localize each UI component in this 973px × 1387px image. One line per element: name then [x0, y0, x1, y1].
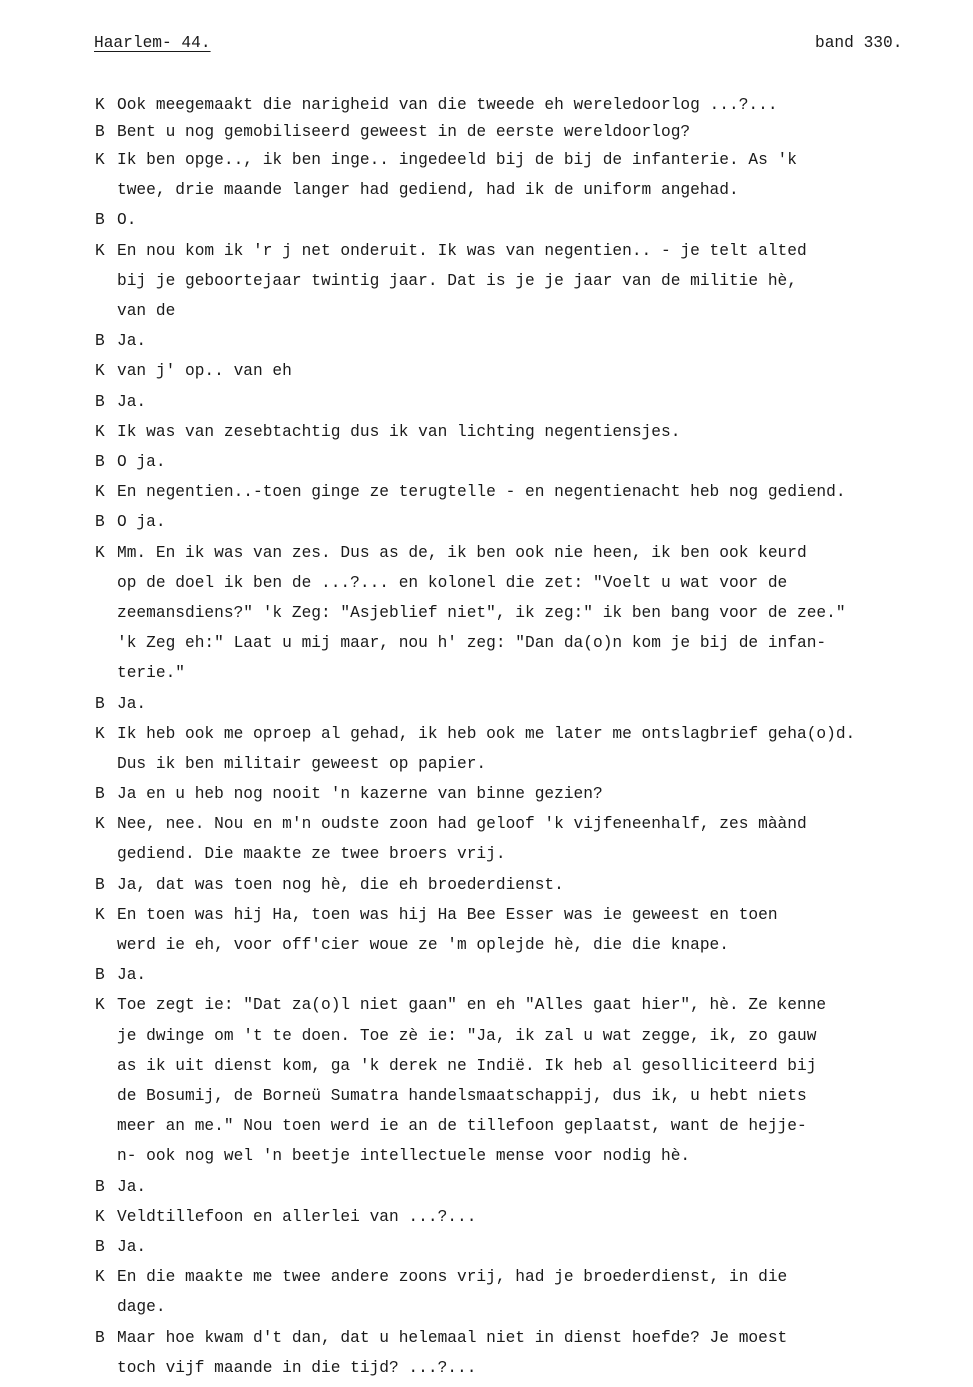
utterance-line: van j' op.. van eh: [117, 362, 292, 381]
utterance-line: gediend. Die maakte ze twee broers vrij.: [117, 845, 506, 864]
utterance-line: je dwinge om 't te doen. Toe zè ie: "Ja, ik zal u wat zegge, ik, zo gauw: [117, 1026, 817, 1045]
utterance-line: Ik ben opge.., ik ben inge.. ingedeeld bij de bij de infanterie. As 'k: [117, 151, 797, 169]
utterance-line: Toe zegt ie: "Dat za(o)l niet gaan" en eh "Alles gaat hier", hè. Ze kenne: [117, 996, 827, 1015]
utterance: [117, 538, 955, 689]
utterance-line: werd ie eh, voor off'cier woue ze 'm oplejde hè, die die knape.: [117, 936, 729, 955]
speaker-label: K: [95, 815, 105, 834]
transcript-turn: [95, 1172, 955, 1202]
utterance: [117, 900, 955, 960]
transcript-turn: [95, 1202, 955, 1232]
location-header: Haarlem- 44.: [94, 34, 211, 52]
speaker-label: B: [95, 1328, 105, 1347]
utterance: [117, 1323, 955, 1383]
speaker-label: B: [95, 875, 105, 894]
utterance: [117, 236, 955, 327]
transcript-turn: [95, 960, 955, 990]
utterance-line: Ja.: [117, 1237, 147, 1256]
speaker-label: B: [95, 1177, 105, 1196]
utterance: [117, 1172, 955, 1202]
speaker-label: B: [95, 785, 105, 804]
transcript-turn: [95, 236, 955, 327]
transcript-turn: [95, 507, 955, 537]
transcript-turn: [95, 900, 955, 960]
transcript-turn: [95, 326, 955, 356]
speaker-label: B: [95, 452, 105, 471]
speaker-label: K: [95, 543, 105, 562]
transcript-turn: [95, 387, 955, 417]
utterance-line: O ja.: [117, 452, 166, 471]
utterance-line: Ja.: [117, 392, 147, 411]
transcript-turn: [95, 1323, 955, 1383]
utterance: [117, 1202, 955, 1232]
transcript-body: [95, 92, 955, 1383]
utterance: [117, 809, 955, 869]
transcript-turn: [95, 870, 955, 900]
transcript-turn: [95, 145, 955, 205]
utterance-line: meer an me." Nou toen werd ie an de tillefoon geplaatst, want de hejje-: [117, 1117, 807, 1136]
utterance: [117, 779, 955, 809]
speaker-label: B: [95, 332, 105, 351]
utterance: [117, 356, 955, 386]
utterance: [117, 447, 955, 477]
utterance-line: Ja.: [117, 332, 147, 351]
utterance-line: Mm. En ik was van zes. Dus as de, ik ben ook nie heen, ik ben ook keurd: [117, 543, 807, 562]
utterance: [117, 990, 955, 1171]
transcript-turn: [95, 447, 955, 477]
utterance-line: Ja.: [117, 966, 147, 985]
utterance-line: Ik heb ook me oproep al gehad, ik heb ook me later me ontslagbrief geha(o)d.: [117, 724, 856, 743]
utterance-line: Ja en u heb nog nooit 'n kazerne van binne gezien?: [117, 785, 603, 804]
transcript-turn: [95, 205, 955, 235]
speaker-label: K: [95, 1268, 105, 1287]
speaker-label: K: [95, 483, 105, 502]
speaker-label: B: [95, 1237, 105, 1256]
speaker-label: B: [95, 392, 105, 411]
transcript-turn: [95, 417, 955, 447]
speaker-label: B: [95, 694, 105, 713]
utterance-line: O ja.: [117, 513, 166, 532]
speaker-label: K: [95, 724, 105, 743]
speaker-label: B: [95, 513, 105, 532]
transcript-turn: [95, 809, 955, 869]
speaker-label: K: [95, 96, 105, 114]
utterance-line: 'k Zeg eh:" Laat u mij maar, nou h' zeg: "Dan da(o)n kom je bij de infan-: [117, 634, 827, 653]
transcript-turn: [95, 538, 955, 689]
speaker-label: K: [95, 1207, 105, 1226]
tape-number: band 330.: [815, 34, 903, 52]
transcript-turn: [95, 356, 955, 386]
speaker-label: K: [95, 996, 105, 1015]
transcript-turn: [95, 990, 955, 1171]
transcript-turn: [95, 477, 955, 507]
utterance: [117, 689, 955, 719]
speaker-label: K: [95, 362, 105, 381]
utterance-line: zeemansdiens?" 'k Zeg: "Asjeblief niet", ik zeg:" ik ben bang voor de zee.": [117, 603, 846, 622]
speaker-label: K: [95, 241, 105, 260]
transcript-turn: [95, 719, 955, 779]
transcript-turn: [95, 1262, 955, 1322]
utterance-line: Dus ik ben militair geweest op papier.: [117, 754, 487, 773]
utterance-line: En negentien..-toen ginge ze terugtelle - en negentienacht heb nog gediend.: [117, 483, 846, 502]
speaker-label: B: [95, 211, 105, 230]
utterance-line: Bent u nog gemobiliseerd geweest in de eerste wereldoorlog?: [117, 122, 691, 141]
utterance: [117, 205, 955, 235]
utterance-line: Ja.: [117, 694, 147, 713]
utterance-line: Ja, dat was toen nog hè, die eh broederdienst.: [117, 875, 564, 894]
utterance-line: de Bosumij, de Borneü Sumatra handelsmaatschappij, dus ik, u hebt niets: [117, 1087, 807, 1105]
utterance-line: as ik uit dienst kom, ga 'k derek ne Indië. Ik heb al gesolliciteerd bij: [117, 1056, 817, 1075]
transcript-turn: [95, 92, 955, 119]
utterance-line: En nou kom ik 'r j net onderuit. Ik was van negentien.. - je telt alted: [117, 241, 807, 260]
utterance: [117, 326, 955, 356]
transcript-turn: [95, 779, 955, 809]
utterance-line: Ja.: [117, 1177, 147, 1196]
utterance: [117, 417, 955, 447]
utterance-line: En die maakte me twee andere zoons vrij, had je broederdienst, in die: [117, 1268, 788, 1287]
utterance-line: bij je geboortejaar twintig jaar. Dat is je je jaar van de militie hè,: [117, 271, 797, 290]
utterance: [117, 387, 955, 417]
utterance-line: n- ook nog wel 'n beetje intellectuele mense voor nodig hè.: [117, 1147, 691, 1166]
utterance-line: Ook meegemaakt die narigheid van die tweede eh wereledoorlog ...?...: [117, 96, 778, 114]
utterance: [117, 92, 955, 119]
transcript-turn: [95, 689, 955, 719]
utterance-line: O.: [117, 211, 137, 230]
utterance: [117, 960, 955, 990]
utterance-line: En toen was hij Ha, toen was hij Ha Bee Esser was ie geweest en toen: [117, 905, 778, 924]
speaker-label: K: [95, 905, 105, 924]
utterance: [117, 719, 955, 779]
transcript-turn: [95, 1232, 955, 1262]
utterance-line: twee, drie maande langer had gediend, had ik de uniform angehad.: [117, 181, 739, 200]
utterance-line: Nee, nee. Nou en m'n oudste zoon had geloof 'k vijfeneenhalf, zes màànd: [117, 815, 807, 834]
utterance: [117, 477, 955, 507]
speaker-label: B: [95, 122, 105, 141]
utterance-line: dage.: [117, 1298, 166, 1317]
utterance: [117, 507, 955, 537]
speaker-label: B: [95, 966, 105, 985]
utterance: [117, 1232, 955, 1262]
utterance: [117, 145, 955, 205]
utterance-line: Ik was van zesebtachtig dus ik van lichting negentiensjes.: [117, 422, 681, 441]
utterance-line: Veldtillefoon en allerlei van ...?...: [117, 1207, 477, 1226]
utterance-line: terie.": [117, 664, 185, 683]
speaker-label: K: [95, 422, 105, 441]
utterance: [117, 870, 955, 900]
utterance-line: toch vijf maande in die tijd? ...?...: [117, 1358, 477, 1377]
utterance: [117, 1262, 955, 1322]
utterance-line: Maar hoe kwam d't dan, dat u helemaal niet in dienst hoefde? Je moest: [117, 1328, 788, 1347]
utterance: [117, 119, 955, 146]
speaker-label: K: [95, 151, 105, 169]
utterance-line: van de: [117, 301, 176, 320]
transcript-turn: [95, 119, 955, 146]
utterance-line: op de doel ik ben de ...?... en kolonel die zet: "Voelt u wat voor de: [117, 573, 788, 592]
